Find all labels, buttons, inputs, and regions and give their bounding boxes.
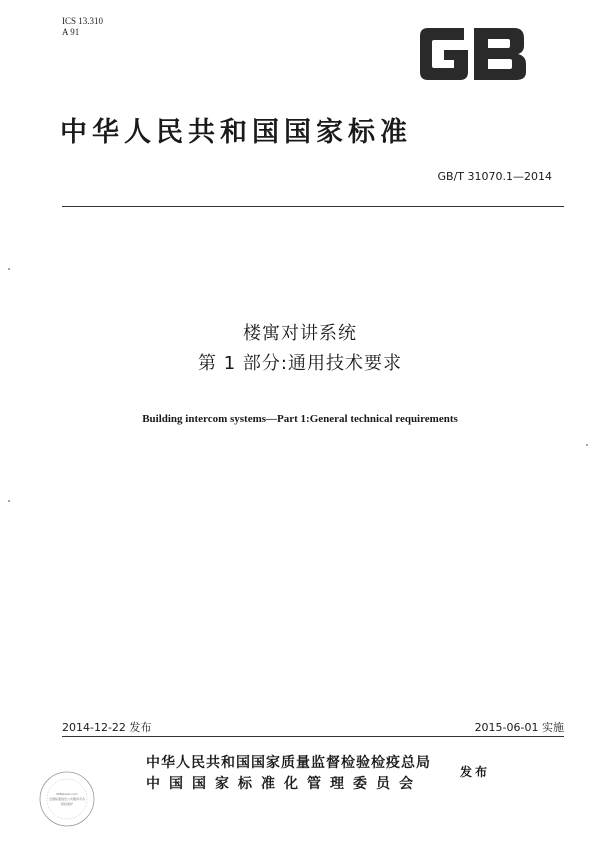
document-title-line-2: 第 1 部分:通用技术要求 bbox=[198, 353, 402, 374]
issue-date: 2014-12-22 发布 bbox=[62, 721, 152, 734]
gb-logo bbox=[412, 26, 532, 82]
standard-number: GB/T 31070.1—2014 bbox=[437, 170, 552, 183]
scan-speck bbox=[8, 268, 10, 270]
ics-code: ICS 13.310 bbox=[62, 16, 104, 26]
scan-speck bbox=[586, 444, 588, 446]
document-title-line-1: 楼寓对讲系统 bbox=[243, 323, 357, 344]
stamp-line-3: 版权保护 bbox=[60, 802, 74, 806]
document-title-english: Building intercom systems—Part 1:General technical requirements bbox=[142, 413, 458, 425]
classification-codes bbox=[62, 16, 103, 38]
ccs-code: A 91 bbox=[62, 27, 80, 37]
watermark-stamp bbox=[38, 770, 96, 828]
top-divider bbox=[62, 206, 564, 207]
stamp-line-2: 全国标准信息公共服务平台 bbox=[48, 797, 86, 801]
publish-label: 发布 bbox=[460, 765, 491, 779]
implementation-date: 2015-06-01 实施 bbox=[474, 721, 564, 734]
scan-speck bbox=[8, 500, 10, 502]
stamp-line-1: Mitbbook.com bbox=[56, 792, 78, 796]
logo-text: GB bbox=[412, 26, 414, 27]
issuing-authority-1: 中华人民共和国国家质量监督检验检疫总局 bbox=[146, 755, 431, 771]
standard-title: 中华人民共和国国家标准 bbox=[60, 117, 412, 148]
bottom-divider bbox=[62, 736, 564, 737]
issuing-authority-2: 中国国家标准化管理委员会 bbox=[146, 776, 422, 792]
